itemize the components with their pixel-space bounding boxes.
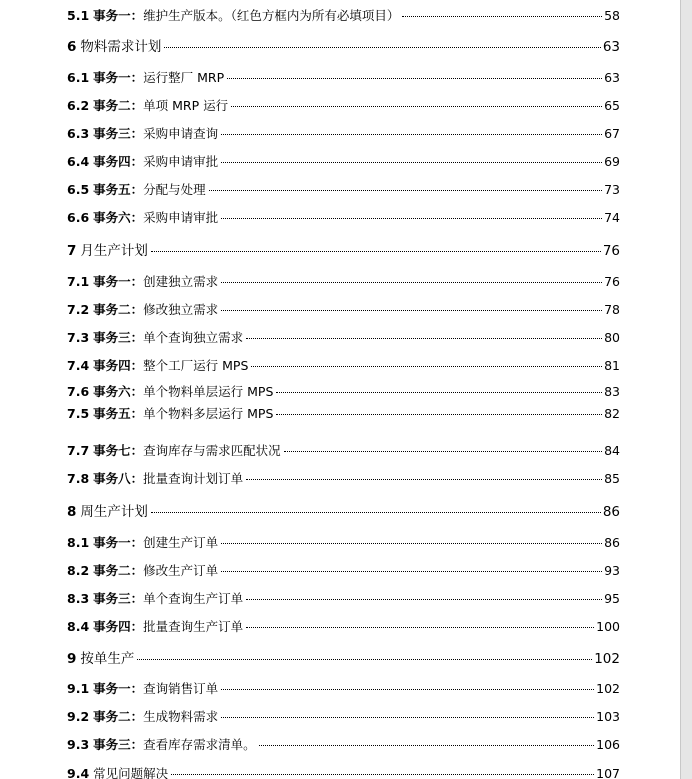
toc-entry-number: 9.3	[67, 737, 90, 752]
toc-entry-page-number: 78	[604, 302, 620, 317]
toc-entry-title: 月生产计划	[80, 243, 148, 259]
toc-entry-page-number: 63	[602, 39, 620, 55]
toc-entry-number: 8.1	[67, 535, 90, 550]
toc-entry-number: 8.2	[67, 563, 90, 578]
toc-entry-task-label: 事务二：	[93, 302, 144, 317]
dot-leader	[209, 190, 602, 191]
toc-entry-title: 生成物料需求	[143, 709, 219, 724]
toc-entry-task-label: 事务四：	[93, 619, 144, 634]
toc-entry-page-number: 86	[604, 535, 620, 550]
toc-entry-number: 6.1	[67, 70, 90, 85]
dot-leader	[151, 251, 601, 252]
toc-entry-number: 5.1	[67, 8, 90, 23]
dot-leader	[259, 745, 594, 746]
toc-entry-title: 查看库存需求清单。	[143, 737, 256, 752]
toc-entry-page-number: 76	[602, 243, 620, 259]
dot-leader	[231, 106, 602, 107]
toc-entry-number: 6.5	[67, 182, 90, 197]
toc-entry[interactable]	[67, 618, 620, 636]
dot-leader	[221, 218, 602, 219]
toc-entry-number: 9.2	[67, 709, 90, 724]
dot-leader	[251, 366, 602, 367]
toc-entry-task-label: 事务二：	[93, 563, 144, 578]
toc-entry-task-label: 事务五：	[93, 406, 144, 421]
dot-leader	[221, 162, 602, 163]
toc-entry[interactable]	[67, 405, 620, 423]
toc-entry-title: 物料需求计划	[80, 39, 162, 55]
toc-entry-number: 9.1	[67, 681, 90, 696]
toc-entry-page-number: 86	[602, 504, 620, 520]
toc-entry-page-number: 73	[604, 182, 620, 197]
toc-entry-page-number: 102	[596, 681, 620, 696]
toc-entry[interactable]	[67, 153, 620, 171]
dot-leader	[221, 310, 602, 311]
dot-leader	[137, 659, 592, 660]
toc-entry-title: 创建生产订单	[143, 535, 219, 550]
toc-entry-title: 采购申请审批	[143, 210, 219, 225]
toc-entry-title: 修改独立需求	[143, 302, 219, 317]
dot-leader	[246, 627, 594, 628]
dot-leader	[221, 543, 602, 544]
toc-entry-page-number: 103	[596, 709, 620, 724]
toc-entry-task-label: 事务三：	[93, 737, 144, 752]
toc-entry-number: 9	[67, 651, 77, 667]
toc-entry[interactable]	[67, 736, 620, 754]
toc-entry[interactable]	[67, 209, 620, 227]
dot-leader	[284, 451, 602, 452]
dot-leader	[402, 16, 602, 17]
dot-leader	[221, 571, 602, 572]
toc-entry-task-label: 事务八：	[93, 471, 144, 486]
toc-entry-title: 单个查询生产订单	[143, 591, 244, 606]
toc-entry-page-number: 80	[604, 330, 620, 345]
toc-entry-task-label: 事务三：	[93, 330, 144, 345]
toc-entry[interactable]	[67, 329, 620, 347]
toc-entry-task-label: 事务一：	[93, 274, 144, 289]
toc-entry[interactable]	[67, 708, 620, 726]
dot-leader	[151, 512, 601, 513]
toc-entry-number: 7.5	[67, 406, 90, 421]
toc-entry-title: 查询库存与需求匹配状况	[143, 443, 281, 458]
toc-entry-number: 7.8	[67, 471, 90, 486]
dot-leader	[246, 599, 602, 600]
toc-entry-task-label: 事务三：	[93, 126, 144, 141]
dot-leader	[276, 392, 602, 393]
toc-entry-task-label: 事务一：	[93, 681, 144, 696]
dot-leader	[221, 282, 602, 283]
toc-entry-task-label: 事务一：	[93, 8, 144, 23]
toc-entry[interactable]	[67, 7, 620, 25]
toc-entry[interactable]	[67, 562, 620, 580]
toc-entry-page-number: 81	[604, 358, 620, 373]
dot-leader	[221, 134, 602, 135]
toc-entry-page-number: 74	[604, 210, 620, 225]
toc-entry[interactable]	[67, 125, 620, 143]
toc-entry-number: 6.6	[67, 210, 90, 225]
toc-entry-number: 7.6	[67, 384, 90, 399]
toc-entry-number: 7.2	[67, 302, 90, 317]
toc-entry-title: 运行整厂 MRP	[143, 70, 225, 85]
toc-entry-number: 6.3	[67, 126, 90, 141]
toc-entry-title: 采购申请查询	[143, 126, 219, 141]
toc-entry-page-number: 84	[604, 443, 620, 458]
toc-entry-page-number: 83	[604, 384, 620, 399]
toc-entry[interactable]	[67, 534, 620, 552]
toc-entry-page-number: 100	[596, 619, 620, 634]
toc-entry[interactable]	[67, 590, 620, 608]
toc-entry-number: 7.1	[67, 274, 90, 289]
toc-entry-task-label: 事务一：	[93, 70, 144, 85]
toc-entry-number: 8.3	[67, 591, 90, 606]
toc-entry[interactable]	[67, 273, 620, 291]
toc-entry-title: 常见问题解决	[93, 766, 169, 779]
toc-entry-number: 8	[67, 504, 77, 520]
toc-entry[interactable]	[67, 649, 620, 669]
toc-entry-page-number: 107	[596, 766, 620, 779]
toc-entry-title: 批量查询生产订单	[143, 619, 244, 634]
toc-entry-title: 单个查询独立需求	[143, 330, 244, 345]
toc-entry-page-number: 95	[604, 591, 620, 606]
toc-entry-number: 9.4	[67, 766, 90, 779]
toc-entry-title: 按单生产	[80, 651, 135, 667]
toc-entry-page-number: 69	[604, 154, 620, 169]
toc-entry-title: 维护生产版本。（红色方框内为所有必填项目）	[143, 8, 400, 23]
toc-entry-title: 创建独立需求	[143, 274, 219, 289]
toc-entry-task-label: 事务一：	[93, 535, 144, 550]
toc-entry[interactable]	[67, 69, 620, 87]
toc-entry-page-number: 65	[604, 98, 620, 113]
toc-entry-page-number: 85	[604, 471, 620, 486]
toc-entry-title: 批量查询计划订单	[143, 471, 244, 486]
toc-entry-task-label: 事务二：	[93, 709, 144, 724]
dot-leader	[171, 774, 594, 775]
toc-entry-page-number: 93	[604, 563, 620, 578]
toc-entry[interactable]	[67, 442, 620, 460]
toc-entry-title: 修改生产订单	[143, 563, 219, 578]
toc-entry[interactable]	[67, 97, 620, 115]
toc-entry-page-number: 82	[604, 406, 620, 421]
toc-entry-number: 6	[67, 39, 77, 55]
toc-entry-task-label: 事务七：	[93, 443, 144, 458]
toc-entry[interactable]	[67, 765, 620, 779]
toc-entry-page-number: 63	[604, 70, 620, 85]
toc-entry-page-number: 76	[604, 274, 620, 289]
toc-entry-task-label: 事务五：	[93, 182, 144, 197]
toc-entry-page-number: 67	[604, 126, 620, 141]
toc-entry-number: 7	[67, 243, 77, 259]
toc-entry-page-number: 106	[596, 737, 620, 752]
toc-entry-task-label: 事务六：	[93, 384, 144, 399]
toc-entry[interactable]	[67, 502, 620, 522]
toc-entry-task-label: 事务四：	[93, 358, 144, 373]
toc-entry[interactable]	[67, 357, 620, 375]
toc-entry-number: 7.7	[67, 443, 90, 458]
toc-entry[interactable]	[67, 470, 620, 488]
toc-entry[interactable]	[67, 301, 620, 319]
toc-entry-number: 6.4	[67, 154, 90, 169]
toc-entry-page-number: 58	[604, 8, 620, 23]
dot-leader	[164, 47, 600, 48]
toc-entry-task-label: 事务六：	[93, 210, 144, 225]
dot-leader	[246, 338, 602, 339]
toc-entry-title: 周生产计划	[80, 504, 148, 520]
dot-leader	[227, 78, 602, 79]
toc-entry-title: 采购申请审批	[143, 154, 219, 169]
toc-entry-number: 7.4	[67, 358, 90, 373]
toc-entry-task-label: 事务三：	[93, 591, 144, 606]
toc-entry-title: 单项 MRP 运行	[143, 98, 229, 113]
toc-entry[interactable]	[67, 383, 620, 401]
dot-leader	[276, 414, 602, 415]
toc-entry[interactable]	[67, 241, 620, 261]
toc-entry-title: 单个物料单层运行 MPS	[143, 384, 274, 399]
toc-entry-title: 整个工厂运行 MPS	[143, 358, 249, 373]
toc-entry[interactable]	[67, 680, 620, 698]
toc-entry[interactable]	[67, 181, 620, 199]
toc-entry[interactable]	[67, 37, 620, 57]
dot-leader	[221, 717, 594, 718]
dot-leader	[221, 689, 594, 690]
toc-entry-task-label: 事务四：	[93, 154, 144, 169]
toc-entry-task-label: 事务二：	[93, 98, 144, 113]
toc-entry-number: 6.2	[67, 98, 90, 113]
toc-entry-title: 查询销售订单	[143, 681, 219, 696]
toc-entry-number: 8.4	[67, 619, 90, 634]
toc-entry-title: 分配与处理	[143, 182, 206, 197]
page-edge	[680, 0, 681, 779]
toc-entry-page-number: 102	[594, 651, 620, 667]
toc-entry-title: 单个物料多层运行 MPS	[143, 406, 274, 421]
dot-leader	[246, 479, 602, 480]
toc-entry-number: 7.3	[67, 330, 90, 345]
